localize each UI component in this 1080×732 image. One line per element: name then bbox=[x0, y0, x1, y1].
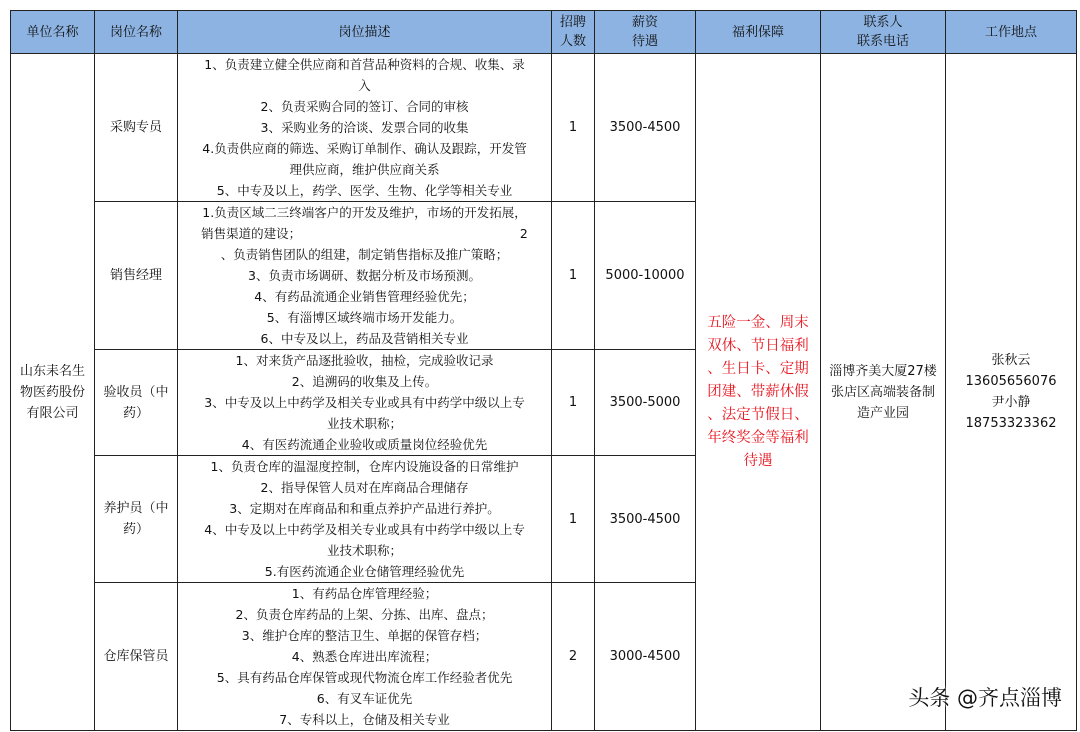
header-salary-line2: 待遇 bbox=[631, 34, 658, 49]
description-line: 1、负责仓库的温湿度控制，仓库内设施设备的日常维护 bbox=[210, 459, 519, 474]
description-line: 2、负责仓库药品的上架、分拣、出库、盘点； bbox=[235, 607, 494, 622]
headcount-cell: 1 bbox=[552, 456, 595, 583]
description-line: 2、追溯码的收集及上传。 bbox=[291, 374, 438, 389]
description-line: 5、具有药品仓库保管或现代物流仓库工作经验者优先 bbox=[216, 670, 513, 685]
salary-cell: 5000-10000 bbox=[595, 202, 696, 350]
position-description bbox=[178, 583, 552, 731]
position-title-line: 验收员（中 bbox=[103, 384, 169, 400]
benefits-line: 、法定节假日、 bbox=[707, 406, 809, 423]
position-title: 采购专员 bbox=[95, 54, 178, 202]
position-title bbox=[95, 350, 178, 456]
description-line: 1.负责区域二三终端客户的开发及维护，市场的开发拓展， bbox=[202, 205, 527, 220]
header-contact-line1: 联系人 bbox=[863, 15, 903, 30]
description-line: 6、中专及以上，药品及营销相关专业 bbox=[260, 331, 469, 346]
description-line: 1、对来货产品逐批验收，抽检，完成验收记录 bbox=[235, 353, 494, 368]
description-line: 5.有医药流通企业仓储管理经验优先 bbox=[264, 564, 465, 579]
salary-cell: 3500-4500 bbox=[595, 456, 696, 583]
description-line: 、负责销售团队的组建，制定销售指标及推广策略； bbox=[220, 247, 509, 262]
header-salary bbox=[595, 11, 696, 54]
job-listing-table bbox=[10, 10, 1077, 731]
header-company: 单位名称 bbox=[11, 11, 95, 54]
address-line: 造产业园 bbox=[856, 405, 909, 421]
table-row bbox=[11, 54, 1077, 202]
position-description bbox=[178, 202, 552, 350]
position-description bbox=[178, 350, 552, 456]
watermark-text: 头条 @齐点淄博 bbox=[908, 686, 1062, 710]
headcount-cell: 2 bbox=[552, 583, 595, 731]
description-line: 2、负责采购合同的签订、合同的审核 bbox=[260, 99, 469, 114]
headcount-cell: 1 bbox=[552, 202, 595, 350]
description-line: 4、有医药流通企业验收或质量岗位经验优先 bbox=[241, 437, 488, 452]
description-line: 理供应商，维护供应商关系 bbox=[289, 162, 440, 177]
company-name-line: 物医药股份 bbox=[19, 384, 85, 400]
address-cell bbox=[821, 54, 946, 731]
header-headcount bbox=[552, 11, 595, 54]
position-title-line: 药） bbox=[122, 522, 149, 537]
description-line: 4、中专及以上中药学及相关专业或具有中药学中级以上专 bbox=[204, 522, 525, 537]
header-contact bbox=[821, 11, 946, 54]
description-line: 6、有叉车证优先 bbox=[316, 691, 413, 706]
header-headcount-line1: 招聘 bbox=[559, 15, 586, 30]
benefits-line: 五险一金、周末 bbox=[707, 314, 809, 331]
description-line: 销售渠道的建设； 2 bbox=[201, 226, 528, 241]
description-line: 1、负责建立健全供应商和首营品种资料的合规、收集、录 bbox=[204, 57, 525, 72]
header-row bbox=[11, 11, 1077, 54]
description-line: 入 bbox=[358, 78, 371, 93]
description-line: 4.负责供应商的筛选、采购订单制作、确认及跟踪，开发管 bbox=[202, 141, 527, 156]
header-description: 岗位描述 bbox=[178, 11, 552, 54]
position-title-line: 药） bbox=[122, 405, 149, 421]
benefits-line: 、生日卡、定期 bbox=[707, 360, 809, 377]
position-description bbox=[178, 456, 552, 583]
description-line: 5、中专及以上，药学、医学、生物、化学等相关专业 bbox=[216, 183, 513, 198]
description-line: 7、专科以上，仓储及相关专业 bbox=[279, 712, 450, 727]
description-line: 业技术职称； bbox=[326, 416, 402, 431]
header-location: 工作地点 bbox=[946, 11, 1077, 54]
description-line: 2、指导保管人员对在库商品合理储存 bbox=[260, 480, 469, 495]
salary-cell: 3500-4500 bbox=[595, 54, 696, 202]
company-name-cell bbox=[11, 54, 95, 731]
headcount-cell: 1 bbox=[552, 350, 595, 456]
salary-cell: 3500-5000 bbox=[595, 350, 696, 456]
header-benefits: 福利保障 bbox=[696, 11, 821, 54]
contact-phone: 18753323362 bbox=[965, 416, 1057, 431]
description-line: 5、有淄博区域终端市场开发能力。 bbox=[266, 310, 463, 325]
benefits-line: 双休、节日福利 bbox=[707, 337, 809, 354]
description-line: 3、定期对在库商品和和重点养护产品进行养护。 bbox=[229, 501, 500, 516]
contact-cell bbox=[946, 54, 1077, 731]
header-salary-line1: 薪资 bbox=[631, 15, 658, 30]
description-line: 3、维护仓库的整洁卫生、单据的保管存档； bbox=[241, 628, 488, 643]
company-name-line: 山东耒名生 bbox=[19, 363, 85, 379]
header-contact-line2: 联系电话 bbox=[856, 34, 909, 49]
benefits-line: 团建、带薪休假 bbox=[707, 383, 809, 400]
company-name-line: 有限公司 bbox=[26, 405, 79, 421]
position-title-line: 养护员（中 bbox=[103, 501, 169, 516]
contact-name: 张秋云 bbox=[991, 353, 1031, 368]
benefits-line: 待遇 bbox=[743, 452, 773, 469]
position-title: 仓库保管员 bbox=[95, 583, 178, 731]
description-line: 4、有药品流通企业销售管理经验优先； bbox=[254, 289, 475, 304]
position-title: 销售经理 bbox=[95, 202, 178, 350]
description-line: 业技术职称； bbox=[326, 543, 402, 558]
benefits-line: 年终奖金等福利 bbox=[707, 429, 809, 446]
benefits-cell bbox=[696, 54, 821, 731]
salary-cell: 3000-4500 bbox=[595, 583, 696, 731]
address-line: 张店区高端装备制 bbox=[830, 384, 935, 400]
headcount-cell: 1 bbox=[552, 54, 595, 202]
contact-name: 尹小静 bbox=[991, 395, 1031, 410]
position-title bbox=[95, 456, 178, 583]
description-line: 1、有药品仓库管理经验； bbox=[291, 586, 438, 601]
contact-phone: 13605656076 bbox=[965, 374, 1057, 389]
header-headcount-line2: 人数 bbox=[559, 34, 586, 49]
description-line: 4、熟悉仓库进出库流程； bbox=[291, 649, 438, 664]
address-line: 淄博齐美大厦27楼 bbox=[829, 363, 937, 379]
description-line: 3、负责市场调研、数据分析及市场预测。 bbox=[248, 268, 481, 283]
description-line: 3、采购业务的洽谈、发票合同的收集 bbox=[260, 120, 469, 135]
description-line: 3、中专及以上中药学及相关专业或具有中药学中级以上专 bbox=[204, 395, 525, 410]
position-description bbox=[178, 54, 552, 202]
header-position: 岗位名称 bbox=[95, 11, 178, 54]
